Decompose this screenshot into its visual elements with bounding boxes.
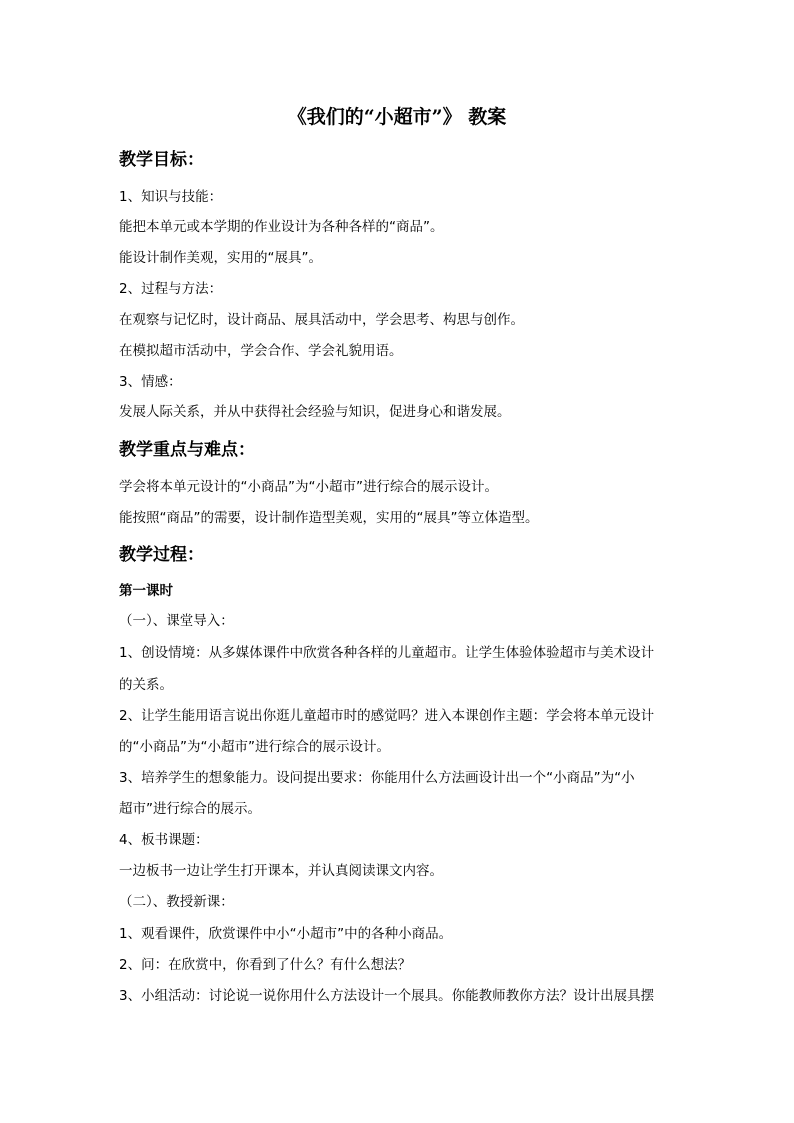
- goals-line-7: 3、情感：: [119, 374, 182, 390]
- goals-line-4: 2、过程与方法：: [119, 281, 223, 297]
- goals-line-3: 能设计制作美观，实用的“展具”。: [119, 250, 322, 266]
- process-line-5: 的“小商品”为“小超市”进行综合的展示设计。: [119, 739, 390, 755]
- process-line-13: 3、小组活动：讨论说一说你用什么方法设计一个展具。你能教师教你方法？设计出展具摆: [119, 988, 655, 1004]
- keypoints-line-1: 学会将本单元设计的“小商品”为“小超市”进行综合的展示设计。: [119, 479, 498, 495]
- document-title: 《我们的“小超市”》 教案: [287, 106, 507, 128]
- goals-heading: 教学目标：: [119, 150, 204, 170]
- process-line-1: （一）、课堂导入：: [119, 613, 234, 629]
- process-line-9: 一边板书一边让学生打开课本，并认真阅读课文内容。: [119, 863, 443, 879]
- goals-line-6: 在模拟超市活动中，学会合作、学会礼貌用语。: [119, 343, 403, 359]
- process-line-11: 1、观看课件，欣赏课件中小“小超市”中的各种小商品。: [119, 926, 453, 942]
- goals-line-2: 能把本单元或本学期的作业设计为各种各样的“商品”。: [119, 219, 444, 235]
- process-line-4: 2、让学生能用语言说出你逛儿童超市时的感觉吗？进入本课创作主题：学会将本单元设计: [119, 708, 655, 724]
- process-line-8: 4、板书课题：: [119, 832, 209, 848]
- process-heading: 教学过程：: [119, 545, 204, 565]
- keypoints-heading: 教学重点与难点：: [119, 440, 255, 460]
- process-line-2: 1、创设情境：从多媒体课件中欣赏各种各样的儿童超市。让学生体验体验超市与美术设计: [119, 645, 655, 661]
- goals-line-1: 1、知识与技能：: [119, 189, 223, 205]
- process-line-10: （二）、教授新课：: [119, 894, 234, 910]
- process-line-12: 2、问：在欣赏中，你看到了什么？有什么想法？: [119, 957, 412, 973]
- keypoints-line-2: 能按照“商品”的需要，设计制作造型美观，实用的“展具”等立体造型。: [119, 510, 539, 526]
- goals-line-5: 在观察与记忆时，设计商品、展具活动中，学会思考、构思与创作。: [119, 312, 524, 328]
- goals-line-8: 发展人际关系，并从中获得社会经验与知识，促进身心和谐发展。: [119, 404, 511, 420]
- process-line-7: 超市”进行综合的展示。: [119, 801, 261, 817]
- process-line-6: 3、培养学生的想象能力。设问提出要求：你能用什么方法画设计出一个“小商品”为“小: [119, 770, 635, 786]
- process-line-3: 的关系。: [119, 677, 173, 693]
- lesson-label: 第一课时: [119, 583, 173, 599]
